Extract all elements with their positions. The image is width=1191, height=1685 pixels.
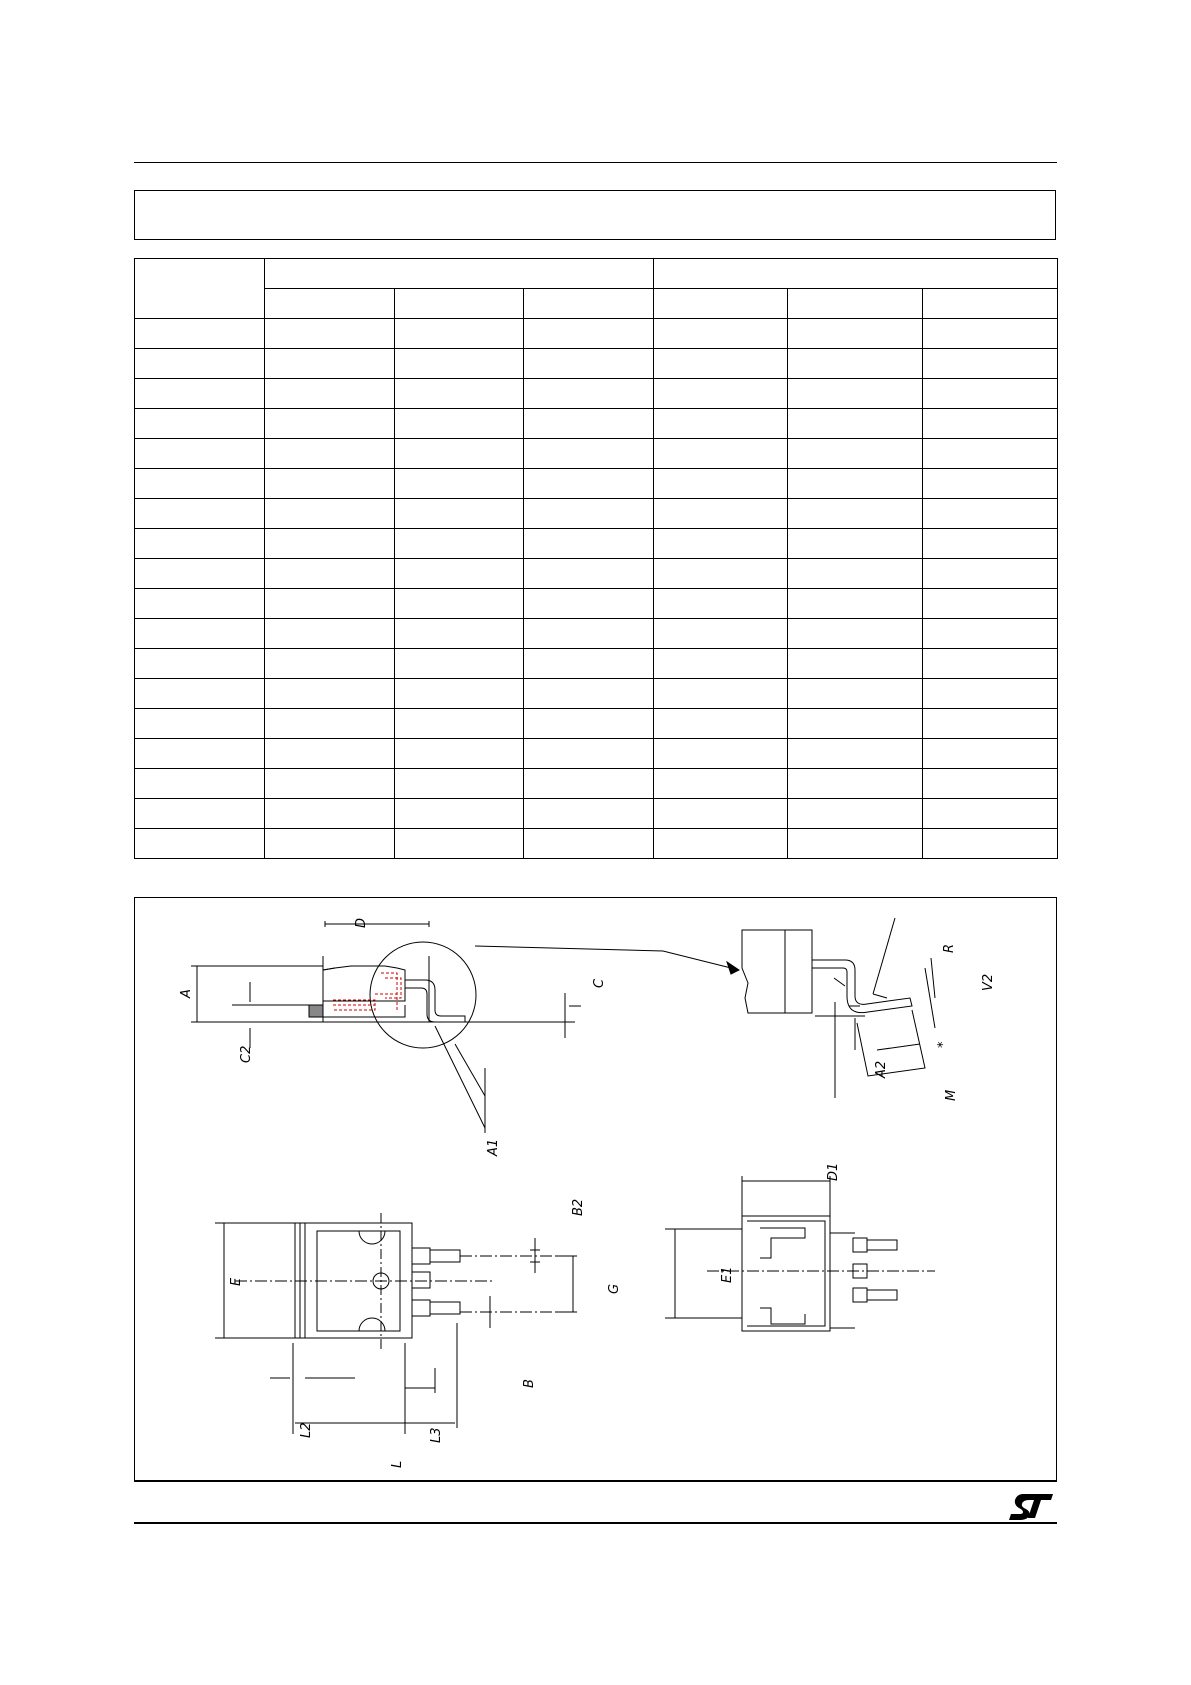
table-cell <box>923 589 1058 619</box>
table-cell <box>395 709 524 739</box>
table-cell <box>788 589 923 619</box>
table-cell <box>923 439 1058 469</box>
table-cell <box>135 649 265 679</box>
table-row <box>135 469 1058 499</box>
table-cell <box>654 649 788 679</box>
table-cell <box>524 709 654 739</box>
table-cell <box>265 529 395 559</box>
table-group-header <box>654 259 1058 289</box>
table-cell <box>923 349 1058 379</box>
table-cell <box>395 529 524 559</box>
dim-label-G: G <box>607 1283 622 1294</box>
table-group-header-row <box>135 259 1058 289</box>
table-row <box>135 319 1058 349</box>
table-cell <box>524 499 654 529</box>
table-cell <box>524 619 654 649</box>
dim-label-A2: A2 <box>874 1060 889 1078</box>
table-cell <box>788 679 923 709</box>
table-cell <box>265 439 395 469</box>
table-cell <box>923 679 1058 709</box>
table-cell <box>395 739 524 769</box>
table-cell <box>654 439 788 469</box>
table-cell <box>395 349 524 379</box>
table-cell <box>923 409 1058 439</box>
table-cell <box>788 769 923 799</box>
table-cell <box>524 799 654 829</box>
table-cell <box>524 409 654 439</box>
table-row <box>135 739 1058 769</box>
table-cell <box>788 319 923 349</box>
table-row <box>135 409 1058 439</box>
table-cell <box>788 829 923 859</box>
table-cell <box>788 349 923 379</box>
dim-label-A: A <box>179 989 194 998</box>
table-cell <box>135 799 265 829</box>
dim-label-B2: B2 <box>571 1198 586 1216</box>
table-row <box>135 559 1058 589</box>
table-cell <box>395 679 524 709</box>
dimensions-table <box>134 258 1058 859</box>
dim-label-D1: D1 <box>826 1162 841 1181</box>
table-cell <box>135 439 265 469</box>
table-cell <box>135 469 265 499</box>
title-box <box>134 190 1056 240</box>
table-cell <box>923 379 1058 409</box>
table-cell <box>524 319 654 349</box>
dim-label-E1: E1 <box>720 1266 735 1283</box>
table-cell <box>788 739 923 769</box>
table-cell <box>788 379 923 409</box>
table-cell <box>265 319 395 349</box>
table-row <box>135 619 1058 649</box>
table-cell <box>788 409 923 439</box>
table-cell <box>788 649 923 679</box>
table-cell <box>265 709 395 739</box>
dim-label-C: C <box>592 978 607 988</box>
table-row <box>135 769 1058 799</box>
table-cell <box>923 649 1058 679</box>
table-corner-cell <box>135 259 265 319</box>
dim-label-R: R <box>942 943 957 953</box>
dim-label-M: M <box>944 1089 959 1101</box>
table-cell <box>654 379 788 409</box>
table-row <box>135 589 1058 619</box>
table-cell <box>923 739 1058 769</box>
table-cell <box>524 469 654 499</box>
table-cell <box>654 529 788 559</box>
table-cell <box>265 589 395 619</box>
dim-label-E: E <box>229 1277 244 1286</box>
package-drawing <box>134 897 1057 1481</box>
table-row <box>135 529 1058 559</box>
table-cell <box>395 559 524 589</box>
table-cell <box>395 769 524 799</box>
table-cell <box>654 589 788 619</box>
table-row <box>135 499 1058 529</box>
table-cell <box>135 559 265 589</box>
table-cell <box>524 529 654 559</box>
table-cell <box>654 319 788 349</box>
table-cell <box>788 799 923 829</box>
table-cell <box>923 529 1058 559</box>
table-cell <box>265 679 395 709</box>
table-sub-header <box>788 289 923 319</box>
dim-label-C2: C2 <box>239 1045 254 1063</box>
table-row <box>135 439 1058 469</box>
table-cell <box>788 529 923 559</box>
st-logo <box>1007 1488 1057 1522</box>
table-row <box>135 799 1058 829</box>
table-row <box>135 379 1058 409</box>
table-cell <box>524 589 654 619</box>
table-cell <box>395 409 524 439</box>
table-cell <box>788 619 923 649</box>
table-cell <box>654 739 788 769</box>
table-sub-header <box>265 289 395 319</box>
table-cell <box>135 499 265 529</box>
table-cell <box>265 739 395 769</box>
table-sub-header <box>654 289 788 319</box>
table-cell <box>135 679 265 709</box>
table-cell <box>395 829 524 859</box>
table-cell <box>923 559 1058 589</box>
table-cell <box>395 379 524 409</box>
table-cell <box>654 709 788 739</box>
table-cell <box>788 439 923 469</box>
table-cell <box>135 319 265 349</box>
table-cell <box>788 559 923 589</box>
table-cell <box>135 619 265 649</box>
table-cell <box>135 739 265 769</box>
table-cell <box>654 559 788 589</box>
table-cell <box>395 319 524 349</box>
table-cell <box>265 409 395 439</box>
table-cell <box>923 829 1058 859</box>
table-cell <box>135 709 265 739</box>
table-cell <box>265 769 395 799</box>
table-cell <box>265 619 395 649</box>
table-row <box>135 709 1058 739</box>
table-cell <box>524 559 654 589</box>
footer-rule <box>134 1522 1057 1524</box>
table-cell <box>654 349 788 379</box>
table-cell <box>923 709 1058 739</box>
table-cell <box>395 799 524 829</box>
table-cell <box>265 559 395 589</box>
table-cell <box>524 739 654 769</box>
table-cell <box>788 709 923 739</box>
dim-label-B: B <box>522 1379 537 1388</box>
table-cell <box>265 379 395 409</box>
table-cell <box>923 769 1058 799</box>
table-cell <box>923 319 1058 349</box>
table-cell <box>135 379 265 409</box>
table-cell <box>923 619 1058 649</box>
table-cell <box>135 589 265 619</box>
table-cell <box>524 439 654 469</box>
table-cell <box>265 649 395 679</box>
table-cell <box>524 829 654 859</box>
header-rule <box>134 162 1057 163</box>
table-cell <box>788 469 923 499</box>
dim-label-L: L <box>390 1460 405 1468</box>
table-cell <box>395 589 524 619</box>
table-cell <box>135 829 265 859</box>
drawing-bottom-rule <box>134 1481 1057 1482</box>
dim-label-L3: L3 <box>429 1427 444 1443</box>
table-row <box>135 349 1058 379</box>
table-cell <box>135 349 265 379</box>
table-sub-header <box>395 289 524 319</box>
dim-label-D: D <box>354 917 369 928</box>
table-cell <box>395 439 524 469</box>
table-cell <box>788 499 923 529</box>
table-cell <box>135 409 265 439</box>
table-sub-header <box>524 289 654 319</box>
table-cell <box>524 649 654 679</box>
table-cell <box>923 799 1058 829</box>
table-cell <box>395 619 524 649</box>
table-cell <box>654 769 788 799</box>
table-cell <box>654 679 788 709</box>
table-cell <box>654 469 788 499</box>
table-row <box>135 649 1058 679</box>
table-row <box>135 679 1058 709</box>
table-cell <box>524 679 654 709</box>
table-cell <box>265 499 395 529</box>
table-cell <box>654 409 788 439</box>
table-cell <box>265 349 395 379</box>
dim-label-star: * <box>936 1041 951 1048</box>
table-cell <box>923 499 1058 529</box>
table-row <box>135 829 1058 859</box>
package-outline-svg <box>135 898 1058 1482</box>
table-cell <box>923 469 1058 499</box>
table-cell <box>135 769 265 799</box>
table-sub-header-row <box>135 289 1058 319</box>
table-cell <box>135 529 265 559</box>
table-cell <box>524 349 654 379</box>
table-sub-header <box>923 289 1058 319</box>
table-cell <box>654 829 788 859</box>
table-cell <box>265 799 395 829</box>
table-cell <box>654 619 788 649</box>
table-cell <box>395 469 524 499</box>
dim-label-L2: L2 <box>299 1422 314 1438</box>
table-cell <box>265 469 395 499</box>
table-group-header <box>265 259 654 289</box>
dim-label-A1: A1 <box>486 1138 501 1156</box>
table-cell <box>395 499 524 529</box>
table-cell <box>654 799 788 829</box>
table-cell <box>654 499 788 529</box>
dim-label-V2: V2 <box>981 973 996 991</box>
table-cell <box>524 769 654 799</box>
table-cell <box>265 829 395 859</box>
table-cell <box>395 649 524 679</box>
table-cell <box>524 379 654 409</box>
